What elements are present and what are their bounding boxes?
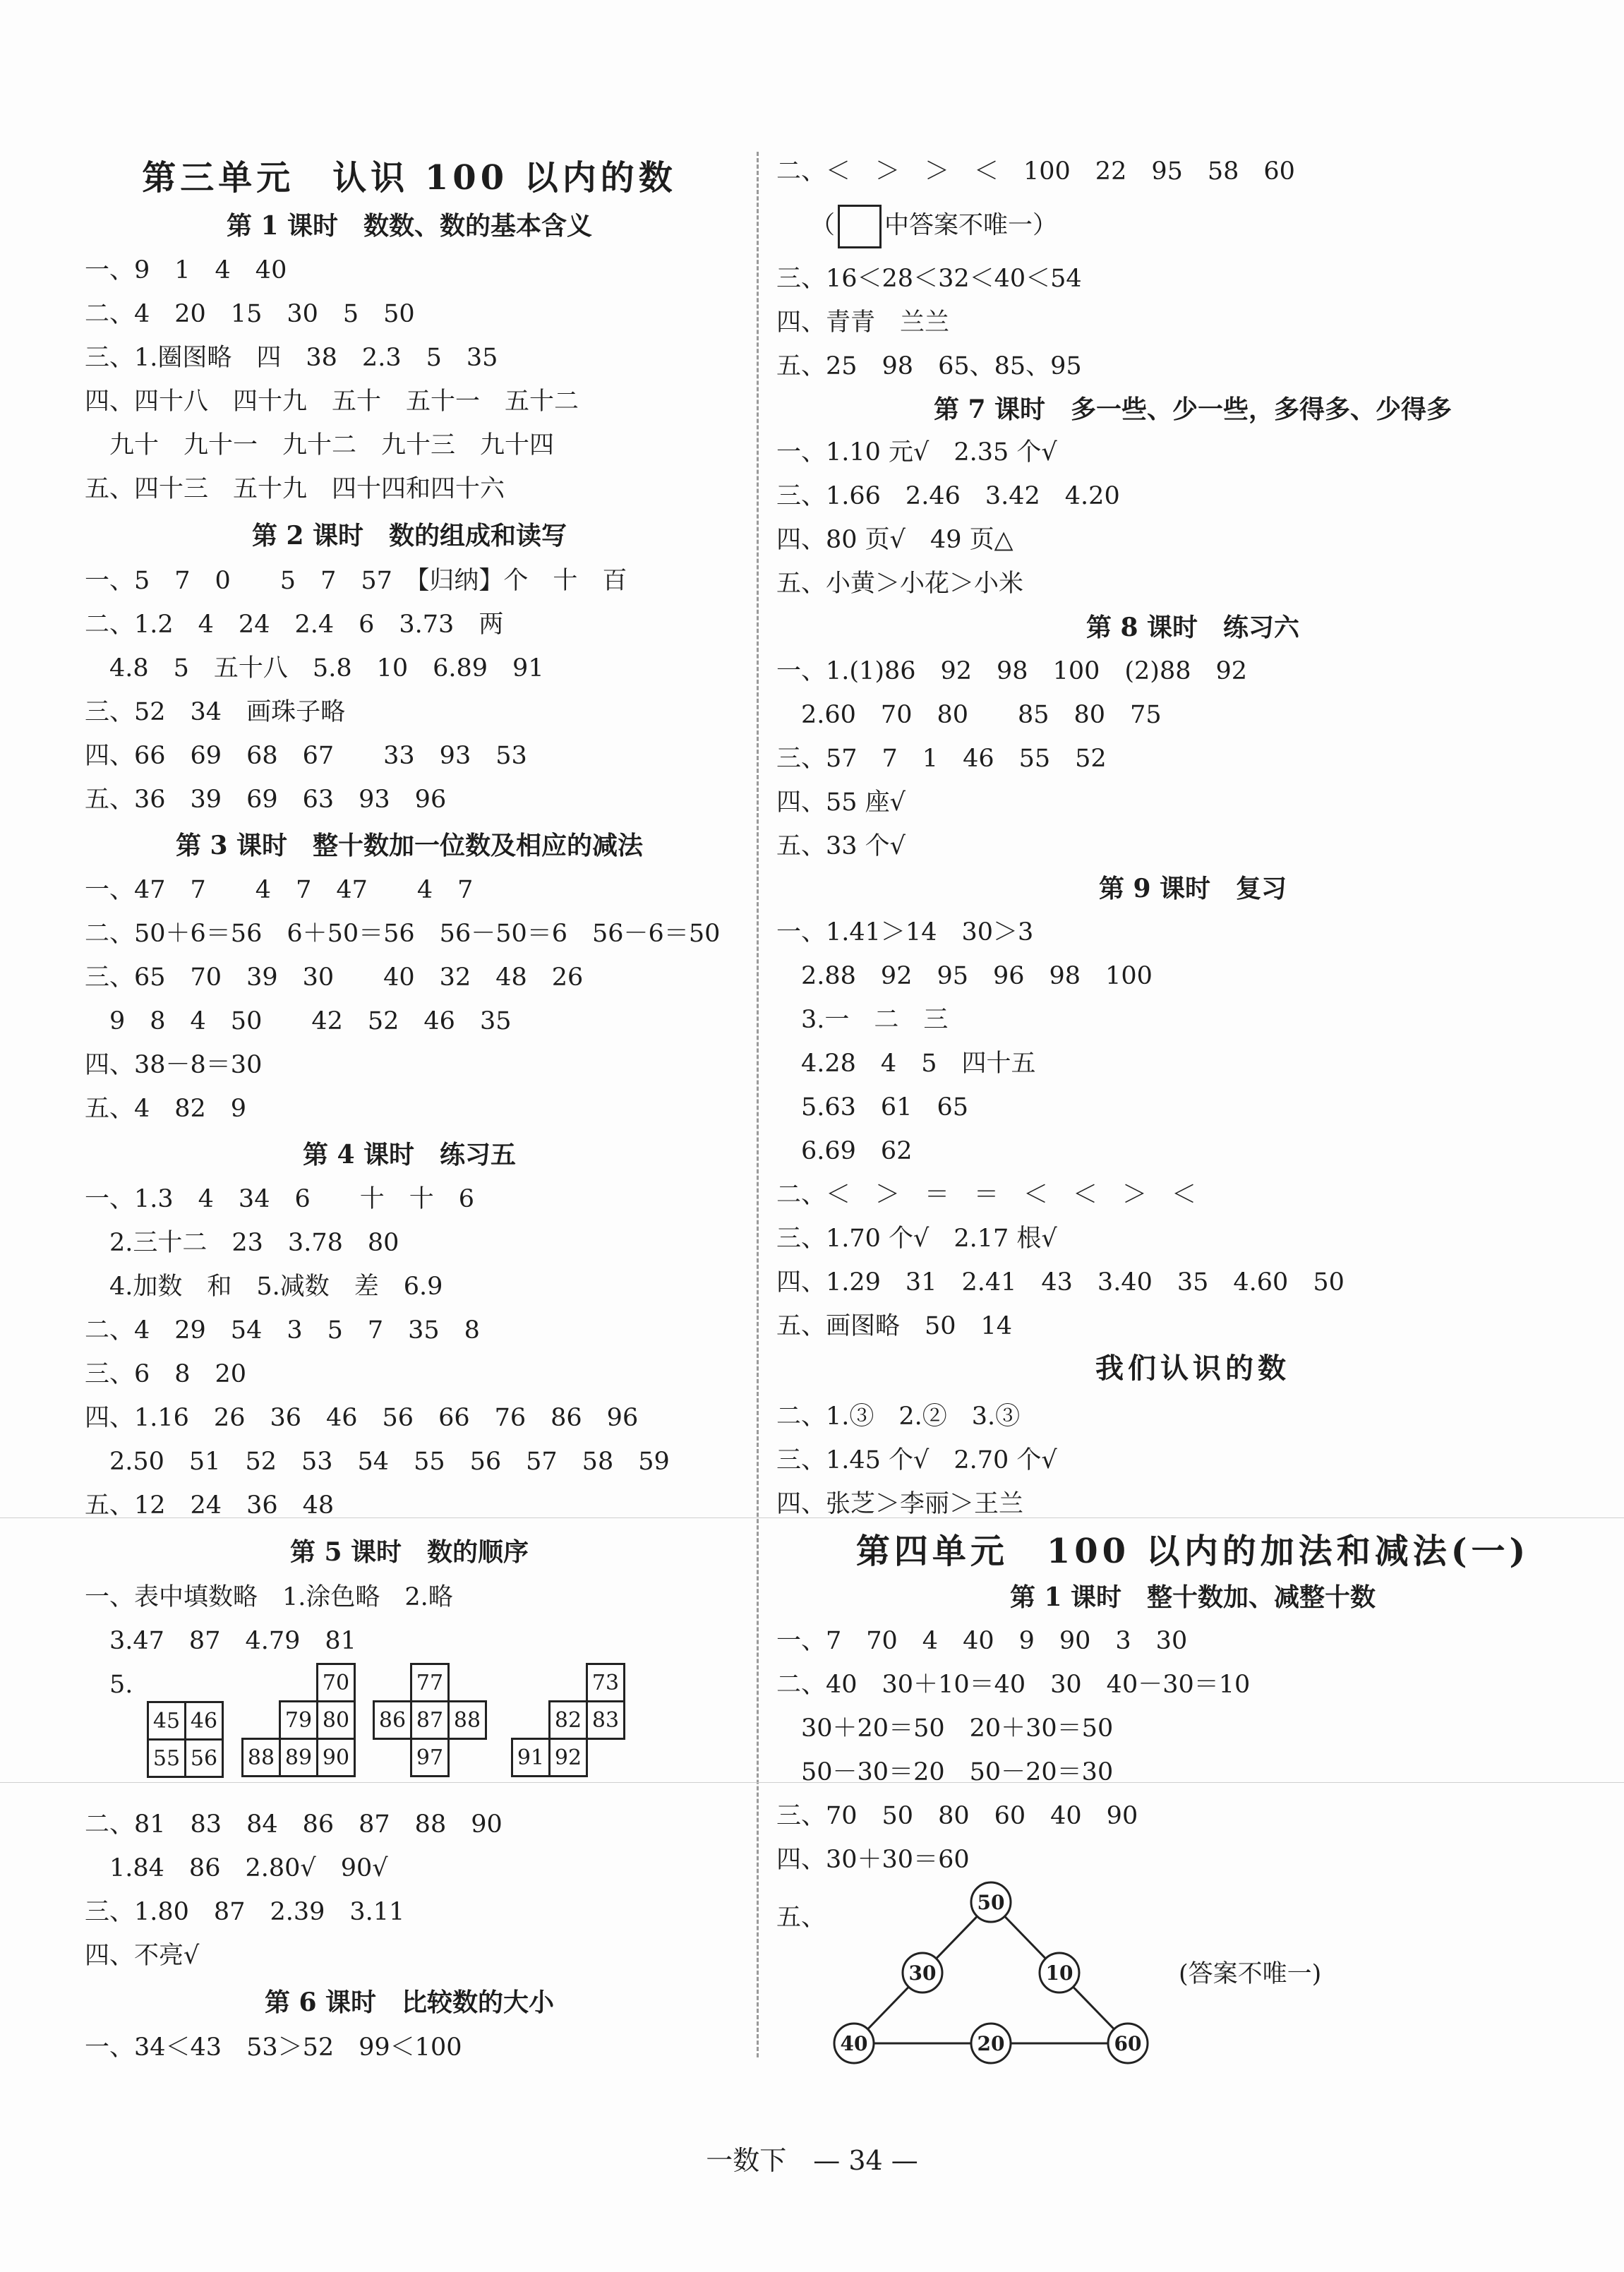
- answer-line: 三、52 34 画珠子略: [85, 698, 346, 726]
- answer-line: 一、9 1 4 40: [85, 256, 287, 284]
- grid-cell: 80: [318, 1702, 355, 1739]
- unit-3-title: 第三单元 认识 100 以内的数: [142, 158, 677, 198]
- answer-line: 一、5 7 0 5 7 57 【归纳】个 十 百: [85, 567, 627, 595]
- answer-line: 4.28 4 5 四十五: [776, 1050, 1036, 1078]
- grid-cell: 45: [148, 1702, 186, 1740]
- answer-line: 五、画图略 50 14: [776, 1312, 1013, 1340]
- answer-line: 四、四十八 四十九 五十 五十一 五十二: [85, 387, 579, 416]
- answer-line: 三、1.45 个√ 2.70 个√: [776, 1446, 1057, 1474]
- answer-line: 一、1.(1)86 92 98 100 (2)88 92: [776, 657, 1248, 685]
- answer-line: 9 8 4 50 42 52 46 35: [85, 1007, 512, 1035]
- answer-line: 五、4 82 9: [85, 1095, 247, 1123]
- answer-line: 5.63 61 65: [776, 1093, 969, 1122]
- lesson-8-title: 第 8 课时 练习六: [1085, 613, 1300, 642]
- answer-line: 二、40 30＋10＝40 30 40－30＝10: [776, 1671, 1251, 1699]
- grid-cell: 97: [411, 1739, 449, 1777]
- answer-line: 五、33 个√: [776, 832, 906, 860]
- lesson-6-title: 第 6 课时 比较数的大小: [264, 1988, 555, 2017]
- grid-cell: 88: [449, 1702, 486, 1739]
- lesson-2-title: 第 2 课时 数的组成和读写: [251, 521, 567, 551]
- answer-line: 2.三十二 23 3.78 80: [85, 1229, 399, 1257]
- note-text: 中答案不唯一）: [884, 211, 1058, 240]
- answer-line: 6.69 62: [776, 1137, 913, 1165]
- answer-line: 一、7 70 4 40 9 90 3 30: [776, 1627, 1188, 1655]
- answer-line: 四、张芝＞李丽＞王兰: [776, 1490, 1024, 1518]
- node-label: 50: [977, 1891, 1005, 1914]
- answer-line: 50－30＝20 50－20＝30: [776, 1758, 1114, 1786]
- grid-cell: 55: [148, 1740, 186, 1777]
- answer-line: 4.8 5 五十八 5.8 10 6.89 91: [85, 654, 544, 683]
- number-grid: [373, 1663, 487, 1777]
- grid-cell: 79: [280, 1702, 318, 1739]
- answer-line: 一、47 7 4 7 47 4 7: [85, 876, 474, 904]
- answer-line: 30＋20＝50 20＋30＝50: [776, 1714, 1114, 1743]
- answer-line: 四、80 页√ 49 页△: [776, 526, 1014, 554]
- answer-line: 2.88 92 95 96 98 100: [776, 962, 1153, 990]
- answer-line: 五、25 98 65、85、95: [776, 352, 1082, 380]
- grid-cell: 77: [411, 1664, 449, 1702]
- answer-line: 二、4 29 54 3 5 7 35 8: [85, 1316, 480, 1345]
- answer-line: 一、表中填数略 1.涂色略 2.略: [85, 1583, 453, 1611]
- answer-line: 二、4 20 15 30 5 50: [85, 300, 415, 328]
- answer-line: 五、36 39 69 63 93 96: [85, 786, 447, 814]
- answer-line: 二、81 83 84 86 87 88 90: [85, 1810, 503, 1839]
- answer-line: 四、38－8＝30: [85, 1051, 263, 1079]
- answer-line: 一、1.3 4 34 6 十 十 6: [85, 1185, 475, 1213]
- answer-line: 四、66 69 68 67 33 93 53: [85, 742, 527, 770]
- number-grid: [241, 1663, 356, 1777]
- answer-line: 三、16＜28＜32＜40＜54: [776, 265, 1082, 293]
- number-grid: [147, 1701, 224, 1778]
- answer-line: 四、55 座√: [776, 788, 906, 817]
- answer-line: 四、青青 兰兰: [776, 308, 950, 337]
- answer-line: 三、1.66 2.46 3.42 4.20: [776, 482, 1120, 510]
- answer-line: 二、1.③ 2.② 3.③: [776, 1402, 1021, 1431]
- grid-cell: 70: [318, 1664, 355, 1702]
- answer-line: 三、1.70 个√ 2.17 根√: [776, 1225, 1057, 1253]
- node-label: 10: [1045, 1961, 1073, 1985]
- grid-cell: 82: [550, 1702, 587, 1739]
- answer-line: 三、70 50 80 60 40 90: [776, 1802, 1138, 1830]
- node-label: 30: [908, 1961, 937, 1985]
- answer-line: 1.84 86 2.80√ 90√: [85, 1854, 388, 1882]
- grid-cell: 90: [318, 1739, 355, 1777]
- note-open: （: [810, 211, 836, 240]
- grid-cell: 89: [280, 1739, 318, 1777]
- blank-box-icon: [838, 205, 882, 248]
- lesson-1-title: 第 1 课时 数数、数的基本含义: [226, 211, 593, 241]
- grid-cell: 92: [550, 1739, 587, 1777]
- grid-cell: 73: [587, 1664, 625, 1702]
- answer-line: 九十 九十一 九十二 九十三 九十四: [85, 431, 555, 459]
- answer-line: 五、小黄＞小花＞小米: [776, 570, 1024, 598]
- lesson-7-title: 第 7 课时 多一些、少一些，多得多、少得多: [933, 395, 1452, 424]
- answer-line: 三、65 70 39 30 40 32 48 26: [85, 963, 584, 992]
- answer-line: 三、1.80 87 2.39 3.11: [85, 1898, 405, 1926]
- answer-line: 2.60 70 80 85 80 75: [776, 701, 1162, 729]
- triangle-note: (答案不唯一): [1179, 1960, 1322, 1988]
- page-footer: 一数下 — 34 —: [706, 2145, 918, 2176]
- number-triangle-diagram: [812, 1874, 1207, 2086]
- answer-line: 二、＜ ＞ ＞ ＜ 100 22 95 58 60: [776, 157, 1295, 186]
- unit-4-title: 第四单元 100 以内的加法和减法(一): [855, 1532, 1530, 1571]
- answer-line: 三、6 8 20: [85, 1360, 247, 1388]
- answer-line: 三、57 7 1 46 55 52: [776, 745, 1107, 773]
- answer-line: 五、: [776, 1904, 826, 1932]
- answer-note: [810, 205, 1057, 248]
- answer-line: 五、四十三 五十九 四十四和四十六: [85, 475, 505, 503]
- lesson-4-title: 第 4 课时 练习五: [302, 1140, 517, 1170]
- node-label: 60: [1114, 2032, 1142, 2055]
- grid-cell: 91: [512, 1739, 550, 1777]
- answer-line: 一、1.10 元√ 2.35 个√: [776, 438, 1057, 467]
- answer-line: 四、1.16 26 36 46 56 66 76 86 96: [85, 1404, 639, 1432]
- answer-line: 一、1.41＞14 30＞3: [776, 918, 1034, 946]
- answer-line: 二、50＋6＝56 6＋50＝56 56－50＝6 56－6＝50: [85, 920, 721, 948]
- answer-line: 五、12 24 36 48: [85, 1491, 335, 1520]
- answer-line: 一、34＜43 53＞52 99＜100: [85, 2033, 462, 2062]
- answer-line: 2.50 51 52 53 54 55 56 57 58 59: [85, 1448, 670, 1476]
- grid-cell: 56: [186, 1740, 223, 1777]
- grid-cell: 88: [243, 1739, 280, 1777]
- section-title: 我们认识的数: [1095, 1352, 1290, 1385]
- answer-line: 四、1.29 31 2.41 43 3.40 35 4.60 50: [776, 1268, 1345, 1297]
- lesson-5-title: 第 5 课时 数的顺序: [289, 1537, 529, 1567]
- answer-line: 二、1.2 4 24 2.4 6 3.73 两: [85, 611, 504, 639]
- answer-line: 二、＜ ＞ ＝ ＝ ＜ ＜ ＞ ＜: [776, 1181, 1197, 1209]
- grid-cell: 83: [587, 1702, 625, 1739]
- column-divider: [757, 152, 759, 2057]
- lesson-9-title: 第 9 课时 复习: [1098, 874, 1287, 903]
- number-grid: [511, 1663, 625, 1777]
- answer-line: 3.47 87 4.79 81: [85, 1627, 356, 1655]
- answer-line: 三、1.圈图略 四 38 2.3 5 35: [85, 344, 498, 372]
- grid-cell: 46: [186, 1702, 223, 1740]
- answer-line: 四、30＋30＝60: [776, 1846, 970, 1874]
- answer-line: 四、不亮√: [85, 1942, 200, 1970]
- grid-cell: 86: [374, 1702, 411, 1739]
- answer-line: 4.加数 和 5.减数 差 6.9: [85, 1273, 443, 1301]
- lesson-3-title: 第 3 课时 整十数加一位数及相应的减法: [175, 831, 644, 860]
- node-label: 20: [977, 2032, 1005, 2055]
- grid-cell: 87: [411, 1702, 449, 1739]
- answer-line: 5.: [85, 1671, 133, 1699]
- answer-line: 3.一 二 三: [776, 1006, 949, 1034]
- unit4-lesson-1-title: 第 1 课时 整十数加、减整十数: [1009, 1582, 1376, 1612]
- node-label: 40: [840, 2032, 868, 2055]
